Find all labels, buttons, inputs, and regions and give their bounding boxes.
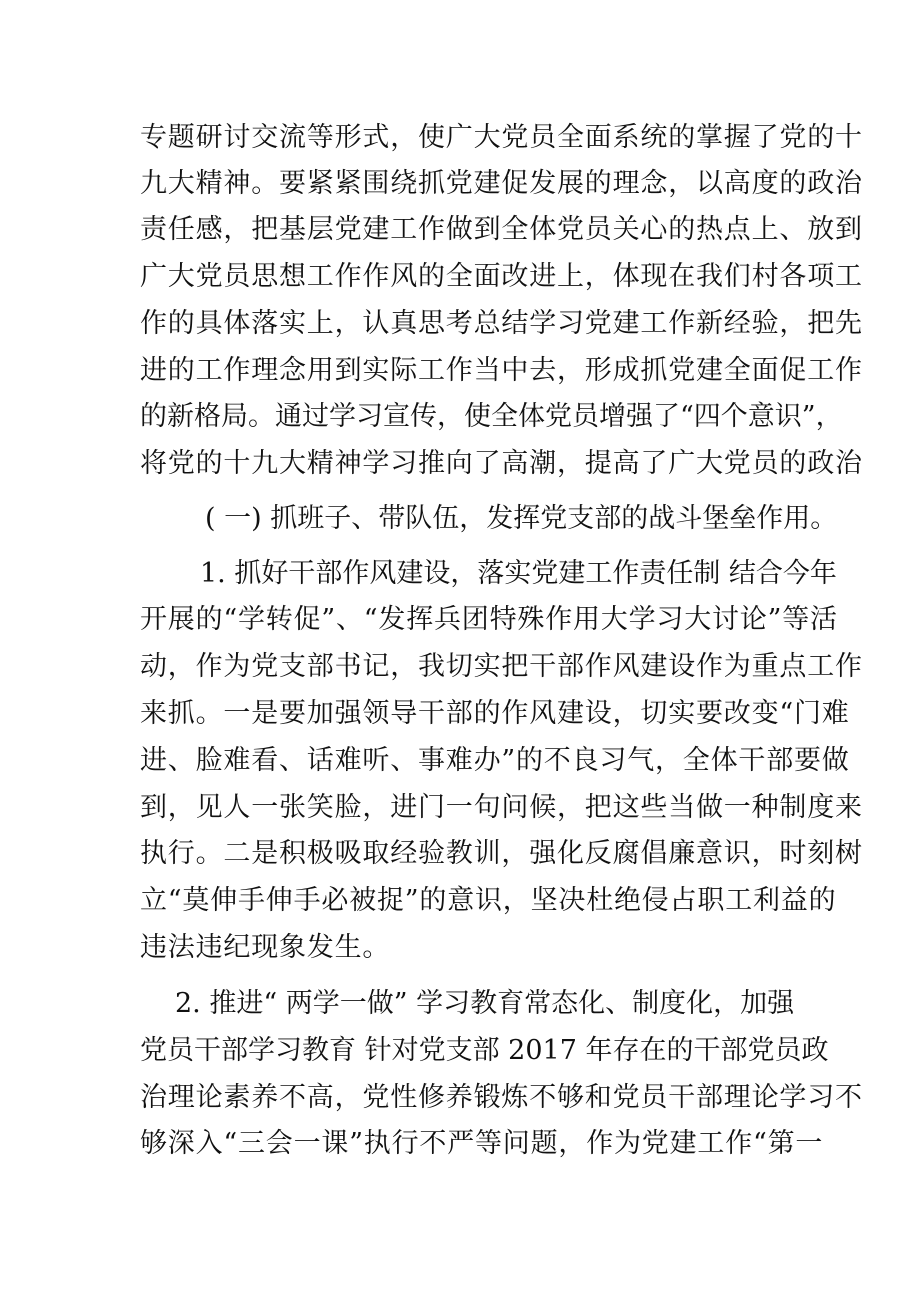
text-line: 作的具体落实上，认真思考总结学习党建工作新经验，把先 <box>140 308 863 339</box>
text-line: 立“莫伸手伸手必被捉”的意识，坚决杜绝侵占职工利益的 <box>140 885 837 916</box>
text-line: 来抓。一是要加强领导干部的作风建设，切实要改变“门难 <box>140 698 850 729</box>
text-line: 动，作为党支部书记，我切实把干部作风建设作为重点工作 <box>140 651 863 682</box>
numbered-item-heading: 2. 推进“ 两学一做” 学习教育常态化、制度化，加强 <box>175 988 795 1019</box>
numbered-item-heading: 1. 抓好干部作风建设，落实党建工作责任制 结合今年 <box>200 558 837 589</box>
text-line: 责任感，把基层党建工作做到全体党员关心的热点上、放到 <box>140 214 863 245</box>
section-heading: ( 一) 抓班子、带队伍，发挥党支部的战斗堡垒作用。 <box>205 503 838 534</box>
text-line: 违法违纪现象发生。 <box>140 932 391 963</box>
text-line: 九大精神。要紧紧围绕抓党建促发展的理念，以高度的政治 <box>140 168 863 199</box>
text-line: 开展的“学转促”、“发挥兵团特殊作用大学习大讨论”等活 <box>140 604 838 635</box>
text-line: 治理论素养不高，党性修养锻炼不够和党员干部理论学习不 <box>140 1082 863 1113</box>
text-line: 将党的十九大精神学习推向了高潮，提高了广大党员的政治 <box>140 448 863 479</box>
text-line: 党员干部学习教育 针对党支部 2017 年存在的干部党员政 <box>140 1035 829 1066</box>
text-line: 进的工作理念用到实际工作当中去，形成抓党建全面促工作 <box>140 355 863 386</box>
text-line: 进、脸难看、话难听、事难办”的不良习气，全体干部要做 <box>140 745 850 776</box>
text-line: 广大党员思想工作作风的全面改进上，体现在我们村各项工 <box>140 261 863 292</box>
text-line: 够深入“三会一课”执行不严等问题，作为党建工作“第一 <box>140 1128 824 1159</box>
text-line: 的新格局。通过学习宣传，使全体党员增强了“四个意识”， <box>140 401 843 432</box>
text-line: 到，见人一张笑脸，进门一句问候，把这些当做一种制度来 <box>140 792 863 823</box>
text-line: 专题研讨交流等形式，使广大党员全面系统的掌握了党的十 <box>140 122 863 153</box>
text-line: 执行。二是积极吸取经验教训，强化反腐倡廉意识，时刻树 <box>140 838 863 869</box>
